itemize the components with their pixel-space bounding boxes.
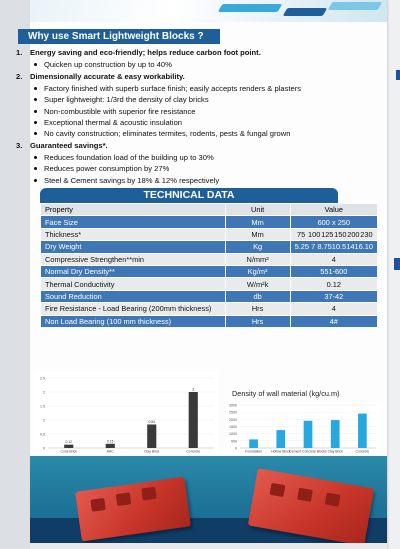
density-chart xyxy=(226,402,380,456)
data-label: 0.15 xyxy=(106,439,114,444)
value-cell: 551-600 xyxy=(290,265,377,277)
unit-cell: Kg/m³ xyxy=(225,265,290,277)
property-cell: Normal Dry Density** xyxy=(41,265,226,277)
value-subcell: 8.75 xyxy=(317,242,332,252)
property-cell: Thermal Conductivity xyxy=(41,278,226,290)
bar xyxy=(304,421,313,448)
value-subcell: 200 xyxy=(347,229,360,239)
block-hole xyxy=(116,492,132,506)
value-cell: 4 xyxy=(290,253,377,265)
benefit-bullet: Factory finished with superb surface finish; easily accepts renders & plasters xyxy=(16,83,346,94)
value-cell: 4# xyxy=(290,315,377,327)
benefit-bullet: Steel & Cement savings by 18% & 12% respectively xyxy=(16,175,346,186)
value-subcell: 100 xyxy=(308,229,321,239)
table-row xyxy=(41,290,378,302)
y-tick-label: 1 xyxy=(43,418,45,423)
decor-stripe xyxy=(328,2,383,10)
data-label: 0.12 xyxy=(65,440,73,445)
benefit-bullet: Super lightweight: 1/3rd the density of clay bricks xyxy=(16,94,346,105)
bar xyxy=(249,439,258,448)
y-tick-label: 1.5 xyxy=(40,404,45,409)
x-tick-label: Foundation xyxy=(245,449,263,454)
property-cell: Dry Weight xyxy=(41,241,226,253)
value-subcell: 75 xyxy=(297,229,306,239)
value-subcell: 5.25 xyxy=(294,242,309,252)
x-tick-label: Cement Concrete Blocks xyxy=(289,449,327,454)
x-tick-label: AAC xyxy=(106,449,114,454)
benefit-number: 3. xyxy=(16,141,23,151)
table-row xyxy=(41,228,378,240)
property-cell: Thickness* xyxy=(41,228,226,240)
x-tick-label: Hollow Block xyxy=(271,449,291,454)
block-hole xyxy=(90,498,106,512)
y-tick-label: 1000 xyxy=(229,432,237,437)
bar xyxy=(276,430,285,448)
benefit-bullet: Reduces power consumption by 27% xyxy=(16,163,346,174)
technical-data-table xyxy=(40,203,378,328)
data-label: 2 xyxy=(192,387,195,392)
density-chart-svg xyxy=(226,402,380,456)
property-cell: Face Size xyxy=(41,216,226,228)
bottom-banner xyxy=(30,456,387,549)
unit-cell: Mm xyxy=(225,228,290,240)
bar xyxy=(64,445,73,448)
unit-cell: W/m²k xyxy=(225,278,290,290)
table-row xyxy=(41,216,378,228)
value-cell xyxy=(290,228,377,240)
edge-marker xyxy=(394,258,400,270)
benefit-number: 1. xyxy=(16,48,23,57)
block-hole xyxy=(325,493,341,507)
value-subcell: 10.5 xyxy=(331,242,347,252)
x-tick-label: Concrete xyxy=(355,449,370,454)
thermal-chart xyxy=(34,372,218,454)
y-tick-label: 2000 xyxy=(229,417,237,422)
why-heading: Why use Smart Lightweight Blocks ? xyxy=(18,29,220,44)
benefit-heading-text: Dimensionally accurate & easy workability. xyxy=(30,72,185,82)
header-property: Property xyxy=(41,204,226,216)
unit-cell: Hrs xyxy=(225,315,290,327)
value-cell: 0.12 xyxy=(290,278,377,290)
edge-marker xyxy=(396,70,400,80)
header-unit: Unit xyxy=(225,204,290,216)
unit-cell: N/mm² xyxy=(225,253,290,265)
y-tick-label: 2.5 xyxy=(40,376,45,381)
unit-cell: Mm xyxy=(225,216,290,228)
property-cell: Non Load Bearing (100 mm thickness) xyxy=(41,315,226,327)
value-subcell: 14 xyxy=(346,242,355,252)
value-subcell: 230 xyxy=(360,229,373,239)
thermal-chart-svg xyxy=(34,372,218,454)
value-cell: 4 xyxy=(290,303,377,315)
benefit-heading-text: Energy saving and eco-friendly; helps reduce carbon foot point. xyxy=(30,48,261,57)
y-tick-label: 2 xyxy=(43,390,45,395)
unit-cell: db xyxy=(225,290,290,302)
decor-stripe xyxy=(283,8,328,16)
y-tick-label: 2500 xyxy=(229,410,237,415)
unit-cell: Kg xyxy=(225,241,290,253)
y-tick-label: 0.5 xyxy=(40,432,45,437)
property-cell: Fire Resistance - Load Bearing (200mm thickness) xyxy=(41,303,226,315)
y-tick-label: 0 xyxy=(235,446,237,451)
table-row xyxy=(41,315,378,327)
benefit-bullet: Reduces foundation load of the building up to 30% xyxy=(16,152,346,163)
y-tick-label: 1500 xyxy=(229,425,237,429)
benefits-list xyxy=(16,46,346,186)
value-subcell: 7 xyxy=(311,242,316,252)
bar xyxy=(189,392,198,448)
x-tick-label: Concrete xyxy=(186,449,201,454)
y-tick-label: 3000 xyxy=(229,403,237,408)
x-tick-label: Cons Brick xyxy=(60,449,77,454)
benefit-heading-text: Guaranteed savings*. xyxy=(30,141,108,151)
value-cell: 600 x 250 xyxy=(290,216,377,228)
value-cell xyxy=(290,241,377,253)
value-subcell: 150 xyxy=(334,229,347,239)
benefit-bullet: Non-combustible with superior fire resistance xyxy=(16,106,346,117)
y-tick-label: 500 xyxy=(231,439,237,444)
benefit-bullet: No cavity construction; eliminates termites, rodents, pests & fungal grown xyxy=(16,128,346,139)
value-subcell: 16.10 xyxy=(354,242,374,252)
table-header-row xyxy=(41,204,378,216)
benefit-bullet: Quicken up construction by up to 40% xyxy=(16,59,346,70)
decor-stripe xyxy=(218,4,283,12)
benefit-number: 2. xyxy=(16,72,23,82)
x-tick-label: Clay Brick xyxy=(327,449,343,454)
bar xyxy=(358,414,367,448)
density-chart-title: Density of wall material (kg/cu.m) xyxy=(232,389,340,398)
table-row xyxy=(41,253,378,265)
y-tick-label: 0 xyxy=(43,446,45,451)
property-cell: Compressive Strengthen**min xyxy=(41,253,226,265)
benefit-heading xyxy=(16,47,346,58)
bar xyxy=(106,444,115,448)
table-row xyxy=(41,241,378,253)
block-hole xyxy=(141,487,157,501)
benefit-heading xyxy=(16,140,346,151)
unit-cell: Hrs xyxy=(225,303,290,315)
top-banner xyxy=(30,0,387,22)
table-row xyxy=(41,278,378,290)
block-hole xyxy=(297,488,313,502)
block-hole xyxy=(270,483,286,497)
bar xyxy=(147,424,156,448)
page-edge xyxy=(387,0,400,549)
table-row xyxy=(41,265,378,277)
benefit-bullet: Exceptional thermal & acoustic insulation xyxy=(16,117,346,128)
benefit-heading xyxy=(16,71,346,82)
value-cell: 37-42 xyxy=(290,290,377,302)
header-value: Value xyxy=(290,204,377,216)
property-cell: Sound Reduction xyxy=(41,290,226,302)
technical-data-title: TECHNICAL DATA xyxy=(40,188,338,203)
value-subcell: 125 xyxy=(321,229,334,239)
data-label: 0.84 xyxy=(148,419,156,424)
bar xyxy=(331,420,340,448)
table-row xyxy=(41,303,378,315)
x-tick-label: Clay Brick xyxy=(144,449,160,454)
page-bottom-edge xyxy=(30,543,387,549)
